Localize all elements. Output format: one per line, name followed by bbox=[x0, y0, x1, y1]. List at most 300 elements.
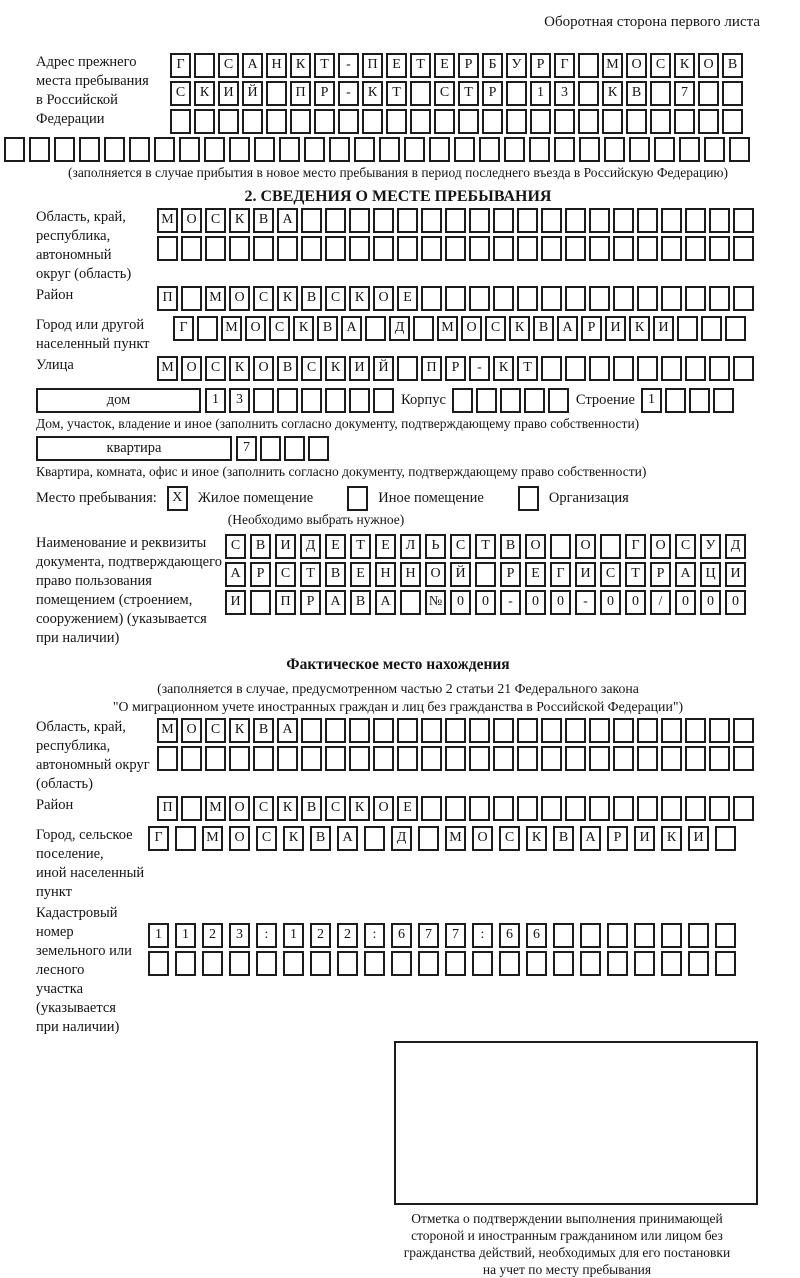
char-cell: С bbox=[450, 534, 471, 559]
char-cell bbox=[181, 746, 202, 771]
char-cell bbox=[79, 137, 100, 162]
char-cell bbox=[284, 436, 305, 461]
char-cell: Г bbox=[173, 316, 194, 341]
char-cell bbox=[637, 208, 658, 233]
stamp-caption: Отметка о подтверждении выполнения принимающей стороной и иностранным гражданином или лицом без гражданства действий, необходимых для его постановки на учет по месту пребывания bbox=[403, 1211, 731, 1277]
section2-title: 2. СВЕДЕНИЯ О МЕСТЕ ПРЕБЫВАНИЯ bbox=[244, 188, 552, 205]
char-cell bbox=[709, 356, 730, 381]
char-cell bbox=[260, 436, 281, 461]
char-cell bbox=[565, 236, 586, 261]
char-cell bbox=[365, 316, 386, 341]
char-cell bbox=[493, 286, 514, 311]
char-cell bbox=[685, 718, 706, 743]
char-cell bbox=[709, 746, 730, 771]
char-cell: А bbox=[557, 316, 578, 341]
char-cell bbox=[665, 388, 686, 413]
char-cell bbox=[733, 718, 754, 743]
char-cell bbox=[565, 746, 586, 771]
char-cell: И bbox=[218, 81, 239, 106]
char-cell bbox=[517, 746, 538, 771]
char-cell: М bbox=[157, 356, 178, 381]
prev-address-row-3 bbox=[170, 109, 746, 134]
char-cell: Д bbox=[300, 534, 321, 559]
char-cell bbox=[713, 388, 734, 413]
korpus-label: Корпус bbox=[401, 392, 446, 408]
document-row-3 bbox=[225, 590, 750, 615]
kadastr-field bbox=[36, 904, 760, 1037]
char-cell bbox=[277, 236, 298, 261]
char-cell: С bbox=[170, 81, 191, 106]
char-cell: М bbox=[221, 316, 242, 341]
char-cell: 6 bbox=[499, 923, 520, 948]
char-cell: 0 bbox=[550, 590, 571, 615]
char-cell: А bbox=[325, 590, 346, 615]
char-cell: Р bbox=[607, 826, 628, 851]
char-cell: М bbox=[205, 796, 226, 821]
char-cell: К bbox=[229, 356, 250, 381]
raion-field bbox=[36, 286, 760, 314]
char-cell: И bbox=[725, 562, 746, 587]
char-cell bbox=[421, 208, 442, 233]
char-cell: Р bbox=[300, 590, 321, 615]
char-cell: : bbox=[256, 923, 277, 948]
char-cell bbox=[229, 137, 250, 162]
char-cell: С bbox=[434, 81, 455, 106]
char-cell: В bbox=[277, 356, 298, 381]
char-cell bbox=[479, 137, 500, 162]
char-cell bbox=[205, 746, 226, 771]
char-cell bbox=[397, 718, 418, 743]
char-cell bbox=[637, 286, 658, 311]
char-cell bbox=[301, 746, 322, 771]
char-cell bbox=[541, 236, 562, 261]
char-cell bbox=[290, 109, 311, 134]
char-cell bbox=[607, 951, 628, 976]
char-cell: - bbox=[338, 81, 359, 106]
char-cell: А bbox=[277, 208, 298, 233]
char-cell bbox=[685, 356, 706, 381]
char-cell bbox=[661, 746, 682, 771]
char-cell bbox=[685, 796, 706, 821]
char-cell bbox=[421, 746, 442, 771]
char-cell bbox=[722, 81, 743, 106]
char-cell bbox=[600, 534, 621, 559]
char-cell: Ц bbox=[700, 562, 721, 587]
kadastr-label: Кадастровый номер земельного или лесного участка (указывается при наличии) bbox=[36, 905, 132, 1035]
char-cell: С bbox=[256, 826, 277, 851]
char-cell: В bbox=[250, 534, 271, 559]
char-cell: О bbox=[181, 208, 202, 233]
char-cell: С bbox=[253, 796, 274, 821]
char-cell bbox=[452, 388, 473, 413]
char-cell bbox=[634, 923, 655, 948]
fact-raion-row bbox=[157, 796, 757, 821]
char-cell bbox=[709, 796, 730, 821]
kvartira-note: Квартира, комната, офис и иное (заполнить согласно документу, подтверждающему право собственности) bbox=[36, 464, 647, 479]
char-cell bbox=[354, 137, 375, 162]
char-cell: 0 bbox=[600, 590, 621, 615]
org-label: Организация bbox=[548, 490, 629, 506]
char-cell: 0 bbox=[700, 590, 721, 615]
char-cell bbox=[589, 718, 610, 743]
char-cell bbox=[517, 208, 538, 233]
char-cell bbox=[445, 718, 466, 743]
char-cell: Й bbox=[242, 81, 263, 106]
char-cell: 1 bbox=[205, 388, 226, 413]
char-cell bbox=[506, 81, 527, 106]
char-cell: 7 bbox=[236, 436, 257, 461]
char-cell bbox=[733, 208, 754, 233]
mesto-note: (Необходимо выбрать нужное) bbox=[227, 512, 405, 527]
char-cell bbox=[580, 951, 601, 976]
char-cell: И bbox=[653, 316, 674, 341]
char-cell: П bbox=[421, 356, 442, 381]
char-cell bbox=[202, 951, 223, 976]
char-cell bbox=[397, 236, 418, 261]
char-cell bbox=[429, 137, 450, 162]
char-cell: Р bbox=[250, 562, 271, 587]
char-cell: В bbox=[301, 796, 322, 821]
char-cell: Р bbox=[500, 562, 521, 587]
char-cell: О bbox=[461, 316, 482, 341]
char-cell bbox=[301, 208, 322, 233]
raion-row bbox=[157, 286, 757, 311]
char-cell bbox=[349, 718, 370, 743]
char-cell: Е bbox=[397, 796, 418, 821]
char-cell: Д bbox=[391, 826, 412, 851]
char-cell bbox=[301, 718, 322, 743]
char-cell: Г bbox=[550, 562, 571, 587]
char-cell: И bbox=[605, 316, 626, 341]
char-cell bbox=[565, 718, 586, 743]
char-cell: К bbox=[283, 826, 304, 851]
char-cell: Е bbox=[375, 534, 396, 559]
char-cell: А bbox=[225, 562, 246, 587]
char-cell: Т bbox=[517, 356, 538, 381]
char-cell: 7 bbox=[674, 81, 695, 106]
char-cell bbox=[253, 746, 274, 771]
char-cell bbox=[661, 356, 682, 381]
document-row-1 bbox=[225, 534, 750, 559]
char-cell bbox=[661, 718, 682, 743]
char-cell bbox=[637, 718, 658, 743]
char-cell: В bbox=[301, 286, 322, 311]
char-cell bbox=[685, 286, 706, 311]
fact-raion-field bbox=[36, 796, 760, 824]
mesto-option-zhiloe bbox=[167, 486, 341, 511]
char-cell bbox=[517, 796, 538, 821]
char-cell: О bbox=[698, 53, 719, 78]
char-cell: 1 bbox=[530, 81, 551, 106]
fact-gorod-row bbox=[148, 826, 742, 851]
char-cell: О bbox=[181, 356, 202, 381]
char-cell: Р bbox=[530, 53, 551, 78]
char-cell bbox=[689, 388, 710, 413]
char-cell: М bbox=[205, 286, 226, 311]
char-cell bbox=[181, 236, 202, 261]
char-cell bbox=[701, 316, 722, 341]
inoe-label: Иное помещение bbox=[378, 490, 484, 506]
char-cell: В bbox=[722, 53, 743, 78]
fact-oblast-row-1 bbox=[157, 718, 757, 743]
char-cell bbox=[589, 208, 610, 233]
char-cell bbox=[373, 388, 394, 413]
char-cell: И bbox=[349, 356, 370, 381]
char-cell bbox=[349, 236, 370, 261]
char-cell bbox=[325, 208, 346, 233]
char-cell: Т bbox=[475, 534, 496, 559]
char-cell bbox=[181, 286, 202, 311]
char-cell bbox=[604, 137, 625, 162]
char-cell bbox=[613, 236, 634, 261]
char-cell: 1 bbox=[175, 923, 196, 948]
ulitsa-field bbox=[36, 356, 760, 384]
char-cell bbox=[729, 137, 750, 162]
char-cell: В bbox=[626, 81, 647, 106]
char-cell: С bbox=[325, 796, 346, 821]
char-cell: С bbox=[205, 208, 226, 233]
char-cell bbox=[637, 746, 658, 771]
char-cell bbox=[733, 286, 754, 311]
char-cell bbox=[445, 236, 466, 261]
char-cell: К bbox=[293, 316, 314, 341]
char-cell: К bbox=[325, 356, 346, 381]
stroenie-cells bbox=[641, 388, 737, 413]
char-cell: Е bbox=[350, 562, 371, 587]
char-cell bbox=[229, 236, 250, 261]
char-cell: Г bbox=[554, 53, 575, 78]
dom-number-cells bbox=[205, 388, 397, 413]
document-label: Наименование и реквизиты документа, подтверждающего право пользования помещением (строением, сооружением) (указывается при наличии) bbox=[36, 535, 222, 646]
char-cell: О bbox=[650, 534, 671, 559]
char-cell bbox=[325, 746, 346, 771]
char-cell bbox=[304, 137, 325, 162]
char-cell bbox=[637, 356, 658, 381]
stamp-section bbox=[36, 1041, 760, 1278]
char-cell bbox=[709, 236, 730, 261]
char-cell bbox=[626, 109, 647, 134]
prev-address-row-4 bbox=[4, 137, 760, 162]
char-cell bbox=[181, 796, 202, 821]
char-cell: 0 bbox=[725, 590, 746, 615]
char-cell bbox=[524, 388, 545, 413]
char-cell: Т bbox=[410, 53, 431, 78]
char-cell bbox=[301, 388, 322, 413]
char-cell bbox=[434, 109, 455, 134]
char-cell bbox=[677, 316, 698, 341]
gorod-row bbox=[173, 316, 749, 341]
char-cell: Н bbox=[375, 562, 396, 587]
char-cell: Т bbox=[458, 81, 479, 106]
char-cell bbox=[277, 746, 298, 771]
char-cell bbox=[29, 137, 50, 162]
raion-label: Район bbox=[36, 287, 74, 303]
ulitsa-row bbox=[157, 356, 757, 381]
zhiloe-label: Жилое помещение bbox=[197, 490, 314, 506]
char-cell: К bbox=[277, 286, 298, 311]
char-cell: К bbox=[229, 208, 250, 233]
char-cell bbox=[386, 109, 407, 134]
char-cell bbox=[397, 746, 418, 771]
char-cell: 0 bbox=[675, 590, 696, 615]
stamp-area bbox=[394, 1041, 758, 1205]
char-cell: С bbox=[600, 562, 621, 587]
char-cell: К bbox=[526, 826, 547, 851]
char-cell bbox=[554, 109, 575, 134]
char-cell: А bbox=[337, 826, 358, 851]
char-cell bbox=[362, 109, 383, 134]
char-cell bbox=[685, 208, 706, 233]
char-cell bbox=[157, 746, 178, 771]
char-cell bbox=[310, 951, 331, 976]
char-cell bbox=[709, 208, 730, 233]
char-cell bbox=[613, 718, 634, 743]
char-cell: У bbox=[700, 534, 721, 559]
char-cell bbox=[179, 137, 200, 162]
char-cell: 3 bbox=[229, 923, 250, 948]
char-cell bbox=[613, 796, 634, 821]
char-cell: Г bbox=[625, 534, 646, 559]
char-cell: Д bbox=[389, 316, 410, 341]
char-cell: Д bbox=[725, 534, 746, 559]
char-cell: А bbox=[242, 53, 263, 78]
char-cell: Е bbox=[325, 534, 346, 559]
char-cell bbox=[104, 137, 125, 162]
char-cell: 6 bbox=[526, 923, 547, 948]
char-cell bbox=[550, 534, 571, 559]
char-cell: П bbox=[275, 590, 296, 615]
char-cell bbox=[469, 286, 490, 311]
gorod-field bbox=[36, 316, 760, 354]
char-cell bbox=[607, 923, 628, 948]
char-cell: О bbox=[626, 53, 647, 78]
char-cell: И bbox=[575, 562, 596, 587]
char-cell bbox=[194, 53, 215, 78]
char-cell: 2 bbox=[337, 923, 358, 948]
char-cell: И bbox=[275, 534, 296, 559]
char-cell bbox=[506, 109, 527, 134]
char-cell bbox=[715, 951, 736, 976]
char-cell bbox=[661, 796, 682, 821]
char-cell: К bbox=[349, 286, 370, 311]
char-cell: 1 bbox=[641, 388, 662, 413]
char-cell bbox=[654, 137, 675, 162]
char-cell bbox=[613, 286, 634, 311]
char-cell: С bbox=[499, 826, 520, 851]
char-cell bbox=[704, 137, 725, 162]
char-cell bbox=[325, 236, 346, 261]
char-cell: В bbox=[310, 826, 331, 851]
char-cell: К bbox=[629, 316, 650, 341]
char-cell: О bbox=[229, 826, 250, 851]
char-cell: Г bbox=[170, 53, 191, 78]
char-cell: О bbox=[253, 356, 274, 381]
char-cell: С bbox=[205, 718, 226, 743]
zhiloe-checkbox: X bbox=[167, 486, 188, 511]
char-cell bbox=[472, 951, 493, 976]
char-cell bbox=[517, 718, 538, 743]
char-cell bbox=[541, 796, 562, 821]
fact-note: (заполняется в случае, предусмотренном частью 2 статьи 21 Федерального закона "О миграционном учете иностранных граждан и лиц без гражданства в Российской Федерации") bbox=[112, 681, 684, 714]
char-cell bbox=[709, 286, 730, 311]
char-cell bbox=[589, 286, 610, 311]
char-cell bbox=[500, 388, 521, 413]
char-cell: С bbox=[225, 534, 246, 559]
char-cell bbox=[364, 826, 385, 851]
char-cell: Р bbox=[458, 53, 479, 78]
char-cell bbox=[553, 951, 574, 976]
char-cell bbox=[458, 109, 479, 134]
char-cell bbox=[445, 796, 466, 821]
char-cell bbox=[499, 951, 520, 976]
char-cell: Т bbox=[350, 534, 371, 559]
char-cell bbox=[589, 356, 610, 381]
gorod-label: Город или другой населенный пункт bbox=[36, 317, 150, 352]
fact-oblast-row-2 bbox=[157, 746, 757, 771]
char-cell: У bbox=[506, 53, 527, 78]
char-cell bbox=[418, 951, 439, 976]
char-cell bbox=[688, 923, 709, 948]
char-cell bbox=[445, 951, 466, 976]
char-cell: В bbox=[253, 718, 274, 743]
char-cell bbox=[253, 388, 274, 413]
char-cell: 3 bbox=[554, 81, 575, 106]
mesto-option-org bbox=[518, 486, 657, 511]
char-cell bbox=[493, 208, 514, 233]
char-cell bbox=[469, 796, 490, 821]
char-cell bbox=[517, 286, 538, 311]
char-cell bbox=[314, 109, 335, 134]
char-cell: П bbox=[290, 81, 311, 106]
char-cell bbox=[637, 796, 658, 821]
char-cell bbox=[418, 826, 439, 851]
char-cell bbox=[266, 81, 287, 106]
char-cell bbox=[613, 208, 634, 233]
fact-title: Фактическое место нахождения bbox=[286, 656, 510, 673]
char-cell bbox=[349, 388, 370, 413]
char-cell: Е bbox=[434, 53, 455, 78]
ulitsa-label: Улица bbox=[36, 357, 74, 373]
char-cell: И bbox=[688, 826, 709, 851]
fact-gorod-label: Город, сельское поселение, иной населенный пункт bbox=[36, 827, 145, 900]
char-cell bbox=[279, 137, 300, 162]
prev-address-row-1 bbox=[170, 53, 746, 78]
char-cell bbox=[445, 286, 466, 311]
char-cell: Т bbox=[625, 562, 646, 587]
char-cell bbox=[421, 796, 442, 821]
kadastr-row-2 bbox=[148, 951, 742, 976]
char-cell bbox=[637, 236, 658, 261]
kadastr-row-1 bbox=[148, 923, 742, 948]
char-cell bbox=[308, 436, 329, 461]
char-cell: О bbox=[373, 286, 394, 311]
char-cell bbox=[589, 796, 610, 821]
char-cell bbox=[54, 137, 75, 162]
char-cell bbox=[578, 81, 599, 106]
char-cell: К bbox=[493, 356, 514, 381]
char-cell bbox=[373, 718, 394, 743]
fact-gorod-field bbox=[36, 826, 760, 902]
char-cell: Н bbox=[400, 562, 421, 587]
char-cell: 2 bbox=[202, 923, 223, 948]
char-cell: И bbox=[634, 826, 655, 851]
char-cell: К bbox=[290, 53, 311, 78]
char-cell: И bbox=[225, 590, 246, 615]
prev-address-label: Адрес прежнего места пребывания в Российской Федерации bbox=[36, 54, 149, 127]
char-cell bbox=[578, 109, 599, 134]
char-cell bbox=[338, 109, 359, 134]
oblast-row-2 bbox=[157, 236, 757, 261]
